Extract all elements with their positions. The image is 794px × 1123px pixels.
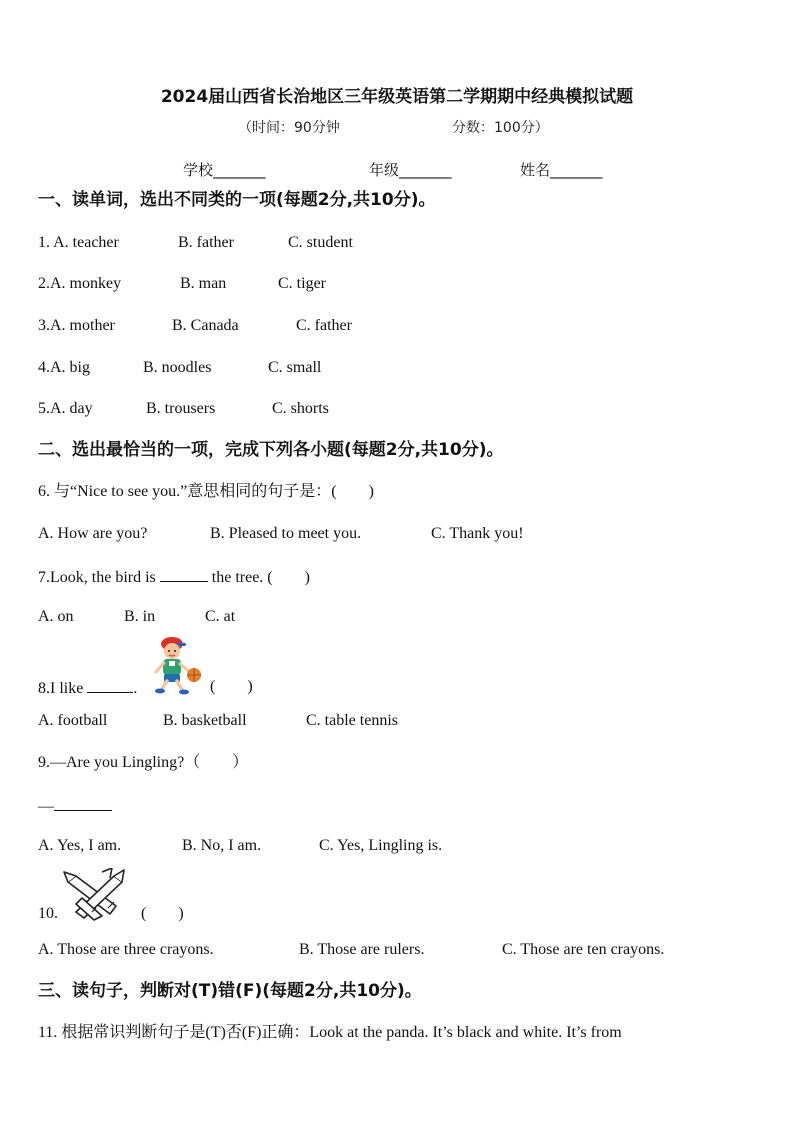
section-1-heading: 一、读单词，选出不同类的一项(每题2分,共10分)。 [38,190,436,210]
q9-option-b[interactable]: B. No, I am. [182,837,262,854]
q10-number: 10. [38,905,58,922]
q8-stem-start: 8.I like [38,680,88,697]
q8-option-b[interactable]: B. basketball [163,712,247,729]
q5-option-a[interactable]: 5.A. day [38,400,93,417]
school-field[interactable]: 学校_______ [183,161,266,179]
q7-stem-end: the tree. ( ) [207,569,310,586]
q9-answer-blank[interactable] [54,794,112,811]
q7-stem-start: 7.Look, the bird is [38,569,160,586]
q1-option-a[interactable]: 1. A. teacher [38,234,119,251]
section-3-heading: 三、读句子，判断对(T)错(F)(每题2分,共10分)。 [38,981,422,1001]
q8-answer-paren[interactable]: ( ) [210,678,253,695]
q4-option-a[interactable]: 4.A. big [38,359,90,376]
q10-option-b[interactable]: B. Those are rulers. [299,941,425,958]
q1-option-b[interactable]: B. father [178,234,234,251]
q2-option-c[interactable]: C. tiger [278,275,326,292]
q2-option-b[interactable]: B. man [180,275,227,292]
q3-option-a[interactable]: 3.A. mother [38,317,115,334]
q9-dash: — [38,798,54,815]
q9-option-c[interactable]: C. Yes, Lingling is. [319,837,443,854]
q5-option-b[interactable]: B. trousers [146,400,216,417]
section-2-heading: 二、选出最恰当的一项，完成下列各小题(每题2分,共10分)。 [38,440,504,460]
q6-option-c[interactable]: C. Thank you! [431,525,524,542]
q9-stem: 9.—Are you Lingling?（ ） [38,754,249,771]
q7-option-c[interactable]: C. at [205,608,236,625]
q3-option-c[interactable]: C. father [296,317,352,334]
basketball-boy-icon [150,634,206,696]
q4-option-c[interactable]: C. small [268,359,322,376]
q4-option-b[interactable]: B. noodles [143,359,212,376]
q8-stem-end: . [133,680,138,697]
q11-stem: 11. 根据常识判断句子是(T)否(F)正确：Look at the panda. It’s black and white. It’s from [38,1024,622,1041]
q9-reply-line [38,794,112,818]
q8-answer-blank[interactable] [87,676,133,693]
q7-option-b[interactable]: B. in [124,608,156,625]
q8-option-c[interactable]: C. table tennis [306,712,398,729]
q3-option-b[interactable]: B. Canada [172,317,239,334]
grade-field[interactable]: 年级_______ [369,161,452,179]
q5-option-c[interactable]: C. shorts [272,400,329,417]
page-title: 2024届山西省长治地区三年级英语第二学期期中经典模拟试题 [160,87,634,107]
q7-stem [38,565,310,589]
exam-score: 分数：100分） [452,120,549,136]
q1-option-c[interactable]: C. student [288,234,353,251]
q9-option-a[interactable]: A. Yes, I am. [38,837,122,854]
q10-answer-paren[interactable]: ( ) [141,905,184,922]
q10-option-c[interactable]: C. Those are ten crayons. [502,941,665,958]
crayons-icon [62,868,132,922]
q6-stem: 6. 与“Nice to see you.”意思相同的句子是：( ) [38,483,374,500]
q6-option-a[interactable]: A. How are you? [38,525,148,542]
q2-option-a[interactable]: 2.A. monkey [38,275,122,292]
exam-time: （时间：90分钟 [238,120,340,136]
q8-stem [38,676,137,700]
q8-option-a[interactable]: A. football [38,712,108,729]
name-field[interactable]: 姓名_______ [520,161,603,179]
q6-option-b[interactable]: B. Pleased to meet you. [210,525,362,542]
q7-answer-blank[interactable] [160,565,208,582]
q7-option-a[interactable]: A. on [38,608,74,625]
q10-option-a[interactable]: A. Those are three crayons. [38,941,214,958]
